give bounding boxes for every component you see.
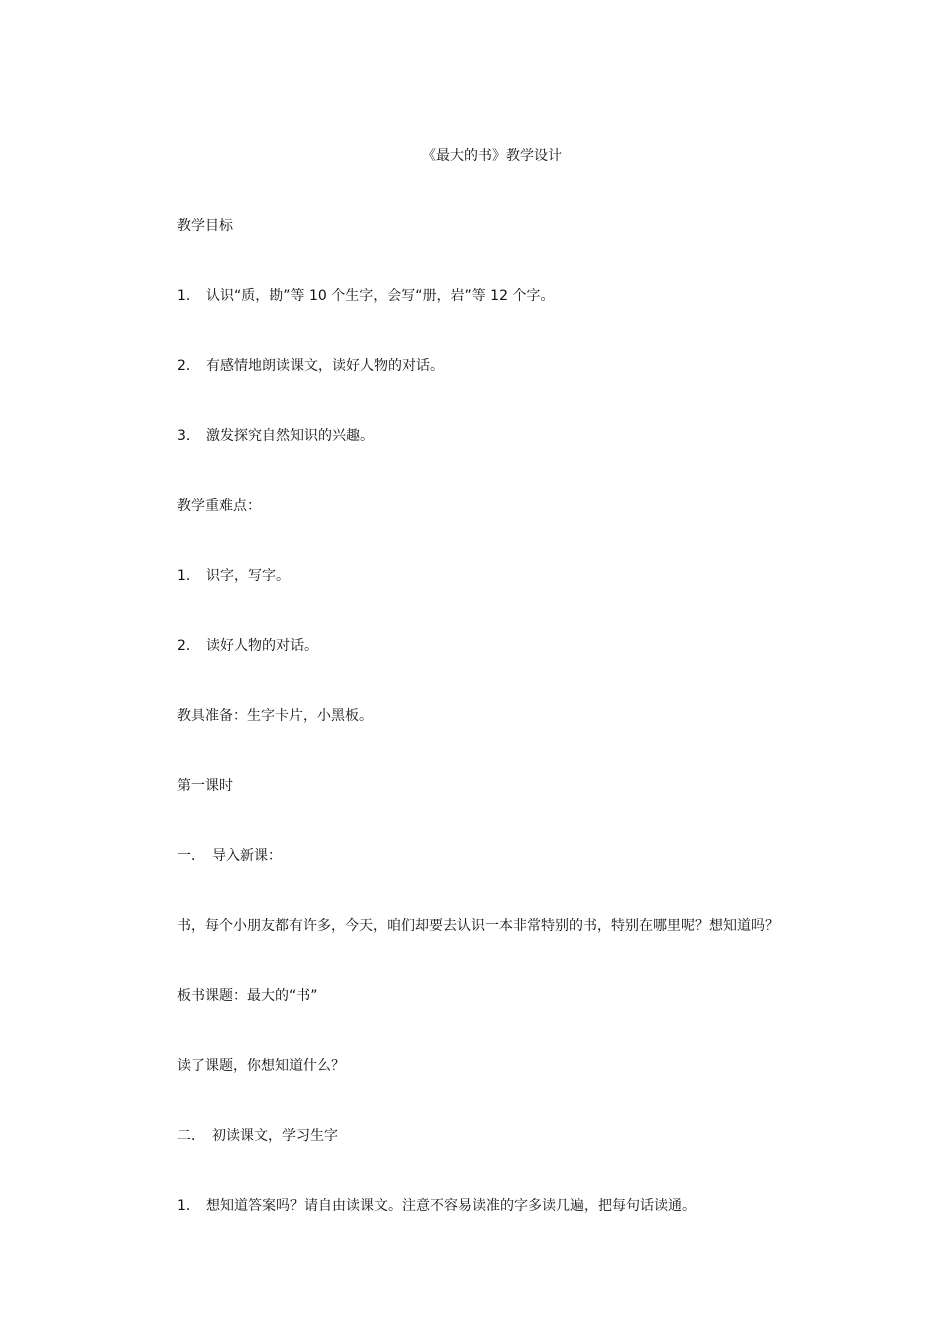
objectives-heading: 教学目标 xyxy=(177,218,233,234)
board-title-line: 板书课题：最大的“书” xyxy=(177,988,318,1004)
list-text: 识字，写字。 xyxy=(206,568,290,584)
key-point-item-2 xyxy=(177,636,318,656)
part-one-heading xyxy=(177,846,282,866)
list-number: 1． xyxy=(177,1198,200,1214)
objective-item-1 xyxy=(177,286,554,306)
section-number: 二． xyxy=(177,1128,205,1144)
document-title: 《最大的书》教学设计 xyxy=(422,148,562,164)
list-text: 想知道答案吗？请自由读课文。注意不容易读准的字多读几遍，把每句话读通。 xyxy=(206,1198,696,1214)
section-text: 初读课文，学习生字 xyxy=(212,1128,338,1144)
list-text: 认识“质，勘”等 10 个生字，会写“册，岩”等 12 个字。 xyxy=(206,288,555,304)
list-number: 3． xyxy=(177,428,200,444)
key-point-item-1 xyxy=(177,566,290,586)
list-number: 2． xyxy=(177,358,200,374)
lesson-heading: 第一课时 xyxy=(177,778,233,794)
list-number: 1． xyxy=(177,568,200,584)
list-text: 读好人物的对话。 xyxy=(206,638,318,654)
question-line: 读了课题，你想知道什么？ xyxy=(177,1058,345,1074)
key-points-heading: 教学重难点： xyxy=(177,498,261,514)
part-two-heading xyxy=(177,1126,338,1146)
section-number: 一． xyxy=(177,848,205,864)
objective-item-3 xyxy=(177,426,374,446)
materials-line: 教具准备：生字卡片，小黑板。 xyxy=(177,708,373,724)
step-one-line xyxy=(177,1196,696,1216)
list-number: 1． xyxy=(177,288,200,304)
objective-item-2 xyxy=(177,356,444,376)
list-text: 激发探究自然知识的兴趣。 xyxy=(206,428,374,444)
list-text: 有感情地朗读课文，读好人物的对话。 xyxy=(206,358,444,374)
section-text: 导入新课： xyxy=(212,848,282,864)
intro-paragraph: 书，每个小朋友都有许多，今天，咱们却要去认识一本非常特别的书，特别在哪里呢？想知道吗？ xyxy=(177,918,779,934)
list-number: 2． xyxy=(177,638,200,654)
